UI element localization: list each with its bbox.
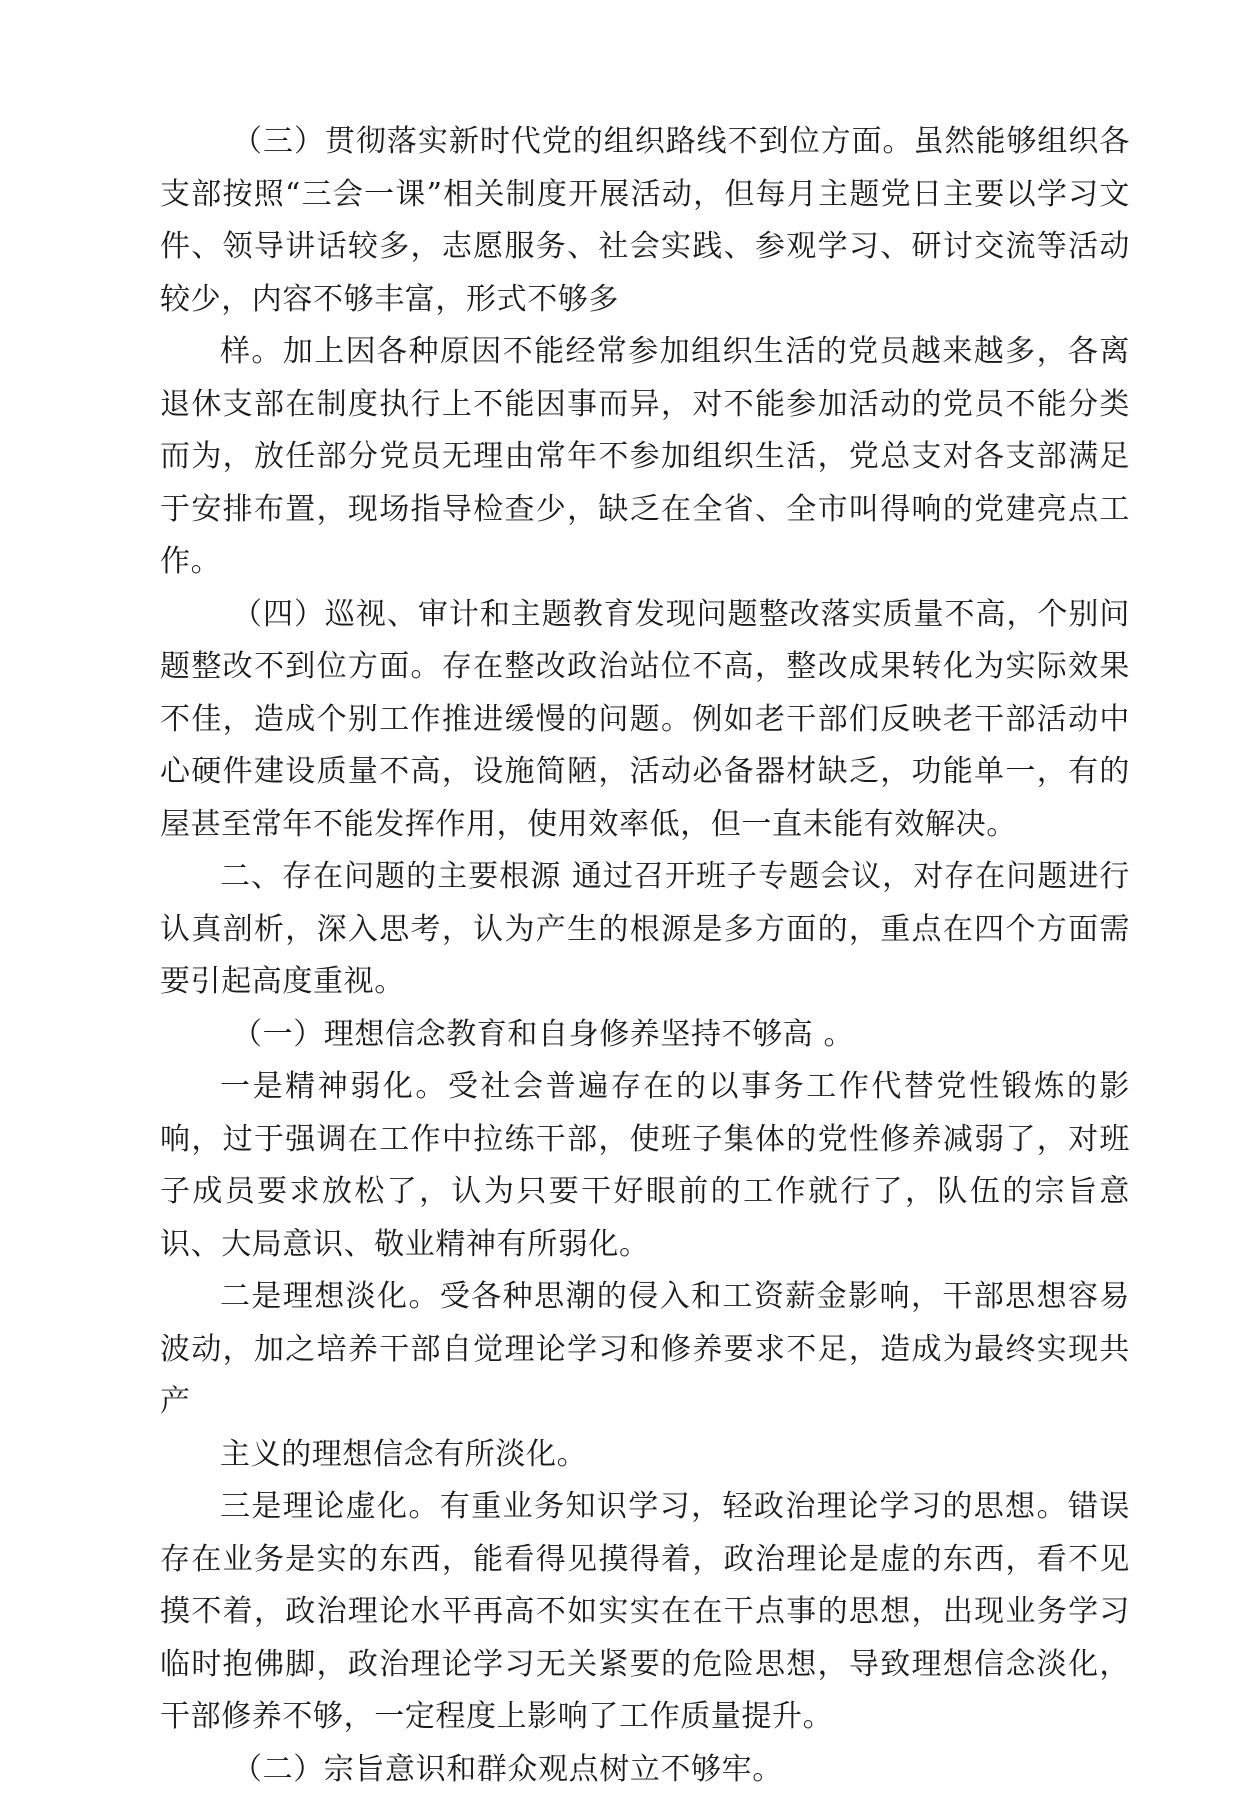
subsection-two-heading: （二）宗旨意识和群众观点树立不够牢。 xyxy=(160,1744,1130,1796)
section-three-continuation: 样。加上因各种原因不能经常参加组织生活的党员越来越多，各离退休支部在制度执行上不能因事而异，对不能参加活动的党员不能分类而为，放任部分党员无理由常年不参加组织生活，党总支对各支部满足于安排布置，现场指导检查少，缺乏在全省、全市叫得响的党建亮点工作。 xyxy=(160,326,1130,589)
subsection-one-heading: （一）理想信念教育和自身修养坚持不够高 。 xyxy=(160,1009,1130,1062)
point-two-continuation: 主义的理想信念有所淡化。 xyxy=(160,1429,1130,1482)
point-one-paragraph: 一是精神弱化。受社会普遍存在的以事务工作代替党性锻炼的影响，过于强调在工作中拉练干部，使班子集体的党性修养减弱了，对班子成员要求放松了，认为只要干好眼前的工作就行了，队伍的宗旨意识、大局意识、敬业精神有所弱化。 xyxy=(160,1061,1130,1271)
point-three-paragraph: 三是理论虚化。有重业务知识学习，轻政治理论学习的思想。错误存在业务是实的东西，能看得见摸得着，政治理论是虚的东西，看不见摸不着，政治理论水平再高不如实实在在干点事的思想，出现业务学习临时抱佛脚，政治理论学习无关紧要的危险思想，导致理想信念淡化，干部修养不够，一定程度上影响了工作质量提升。 xyxy=(160,1481,1130,1744)
document-body xyxy=(160,116,1130,1796)
point-two-paragraph: 二是理想淡化。受各种思潮的侵入和工资薪金影响，干部思想容易波动，加之培养干部自觉理论学习和修养要求不足，造成为最终实现共产 xyxy=(160,1271,1130,1429)
section-three-paragraph: （三）贯彻落实新时代党的组织路线不到位方面。虽然能够组织各支部按照“三会一课”相关制度开展活动，但每月主题党日主要以学习文件、领导讲话较多，志愿服务、社会实践、参观学习、研讨交流等活动较少，内容不够丰富，形式不够多 xyxy=(160,116,1130,326)
section-four-paragraph: （四）巡视、审计和主题教育发现问题整改落实质量不高，个别问题整改不到位方面。存在整改政治站位不高，整改成果转化为实际效果不佳，造成个别工作推进缓慢的问题。例如老干部们反映老干部活动中心硬件建设质量不高，设施简陋，活动必备器材缺乏，功能单一，有的屋甚至常年不能发挥作用，使用效率低，但一直未能有效解决。 xyxy=(160,589,1130,852)
part-two-heading-paragraph: 二、存在问题的主要根源 通过召开班子专题会议，对存在问题进行认真剖析，深入思考，认为产生的根源是多方面的，重点在四个方面需要引起高度重视。 xyxy=(160,851,1130,1009)
